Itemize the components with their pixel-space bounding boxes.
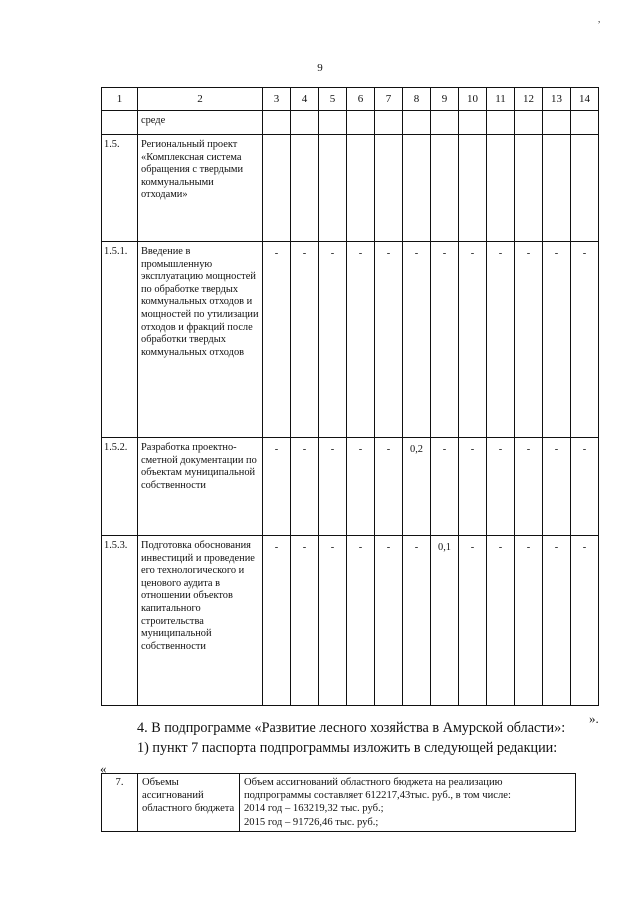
content-line: 2015 год – 91726,46 тыс. руб.; xyxy=(244,816,379,828)
row-value: - xyxy=(543,438,571,536)
row-value xyxy=(403,135,431,242)
paragraph-instruction: 1) пункт 7 паспорта подпрограммы изложить в следующей редакции: xyxy=(137,740,558,756)
row-name: Введение в промышленную эксплуатацию мощностей по обработке твердых коммунальных отходов и мощностей по утилизации отходов и фракций после обработки твердых коммунальных отходов xyxy=(138,242,263,438)
row-number xyxy=(102,111,138,135)
row-name: Региональный проект «Комплексная система обращения с твердыми коммунальными отходами» xyxy=(138,135,263,242)
row-value: - xyxy=(263,438,291,536)
passport-item-content xyxy=(240,774,576,832)
scan-mark: , xyxy=(598,14,601,24)
row-value xyxy=(487,135,515,242)
row-value xyxy=(375,111,403,135)
closing-quote: ». xyxy=(589,711,599,726)
row-value: - xyxy=(375,242,403,438)
row-value: - xyxy=(515,536,543,706)
column-header: 14 xyxy=(571,88,599,111)
column-header: 6 xyxy=(347,88,375,111)
row-value: - xyxy=(515,438,543,536)
column-header: 9 xyxy=(431,88,459,111)
table-row xyxy=(102,536,599,706)
indicators-table xyxy=(101,87,599,706)
row-value xyxy=(543,111,571,135)
row-value: - xyxy=(487,536,515,706)
row-value: - xyxy=(571,438,599,536)
row-value: - xyxy=(431,242,459,438)
row-value xyxy=(291,135,319,242)
column-header: 7 xyxy=(375,88,403,111)
column-header: 11 xyxy=(487,88,515,111)
row-value xyxy=(263,111,291,135)
row-value: - xyxy=(319,536,347,706)
row-number: 1.5.1. xyxy=(102,242,138,438)
row-value xyxy=(515,111,543,135)
column-header: 13 xyxy=(543,88,571,111)
row-value: - xyxy=(319,438,347,536)
row-number: 1.5.3. xyxy=(102,536,138,706)
row-value xyxy=(347,111,375,135)
row-value: - xyxy=(375,438,403,536)
row-value xyxy=(543,135,571,242)
row-value xyxy=(291,111,319,135)
row-value xyxy=(515,135,543,242)
column-header: 10 xyxy=(459,88,487,111)
row-value: 0,1 xyxy=(431,536,459,706)
paragraph-subprogram: 4. В подпрограмме «Развитие лесного хозяйства в Амурской области»: xyxy=(137,720,566,736)
row-value: - xyxy=(291,242,319,438)
row-value: - xyxy=(263,536,291,706)
row-number: 1.5.2. xyxy=(102,438,138,536)
row-value xyxy=(431,135,459,242)
row-value xyxy=(487,111,515,135)
row-value: - xyxy=(403,536,431,706)
content-line: Объем ассигнований областного бюджета на реализацию xyxy=(244,777,503,788)
row-value xyxy=(431,111,459,135)
row-value: - xyxy=(291,438,319,536)
row-value: - xyxy=(515,242,543,438)
passport-item-label: Объемы ассигнований областного бюджета xyxy=(138,774,240,832)
content-line: 2014 год – 163219,32 тыс. руб.; xyxy=(244,803,384,815)
column-header: 3 xyxy=(263,88,291,111)
passport-table xyxy=(101,773,576,832)
column-header: 5 xyxy=(319,88,347,111)
row-name: среде xyxy=(138,111,263,135)
row-value: - xyxy=(263,242,291,438)
row-value: - xyxy=(487,242,515,438)
table-row xyxy=(102,135,599,242)
row-value xyxy=(319,135,347,242)
row-value xyxy=(403,111,431,135)
passport-item-number: 7. xyxy=(102,774,138,832)
row-value: - xyxy=(403,242,431,438)
row-value: - xyxy=(291,536,319,706)
row-value: - xyxy=(459,536,487,706)
row-value xyxy=(375,135,403,242)
table-header-row xyxy=(102,88,599,111)
row-value xyxy=(571,111,599,135)
column-header: 12 xyxy=(515,88,543,111)
row-value: - xyxy=(459,438,487,536)
column-header: 2 xyxy=(138,88,263,111)
row-value xyxy=(571,135,599,242)
row-name: Подготовка обоснования инвестиций и проведение его технологического и ценового аудита в отношении объектов капитального строительства муниципальной собственности xyxy=(138,536,263,706)
row-value: - xyxy=(459,242,487,438)
table-row xyxy=(102,438,599,536)
row-value xyxy=(263,135,291,242)
row-number: 1.5. xyxy=(102,135,138,242)
row-value xyxy=(319,111,347,135)
row-value: - xyxy=(347,242,375,438)
column-header: 4 xyxy=(291,88,319,111)
row-value xyxy=(459,135,487,242)
row-value: - xyxy=(571,242,599,438)
opening-quote: « xyxy=(100,761,107,776)
table-row xyxy=(102,242,599,438)
page-number: 9 xyxy=(317,62,323,74)
row-value: - xyxy=(319,242,347,438)
row-value: - xyxy=(375,536,403,706)
row-value: - xyxy=(431,438,459,536)
content-line: подпрограммы составляет 612217,43тыс. руб., в том числе: xyxy=(244,790,511,802)
row-value: - xyxy=(347,438,375,536)
row-value: - xyxy=(543,242,571,438)
table-row xyxy=(102,111,599,135)
column-header: 8 xyxy=(403,88,431,111)
column-header: 1 xyxy=(102,88,138,111)
row-value: - xyxy=(571,536,599,706)
row-value xyxy=(459,111,487,135)
table-row xyxy=(102,774,576,832)
row-value: 0,2 xyxy=(403,438,431,536)
row-value: - xyxy=(487,438,515,536)
row-name: Разработка проектно-сметной документации по объектам муниципальной собственности xyxy=(138,438,263,536)
row-value xyxy=(347,135,375,242)
row-value: - xyxy=(347,536,375,706)
row-value: - xyxy=(543,536,571,706)
